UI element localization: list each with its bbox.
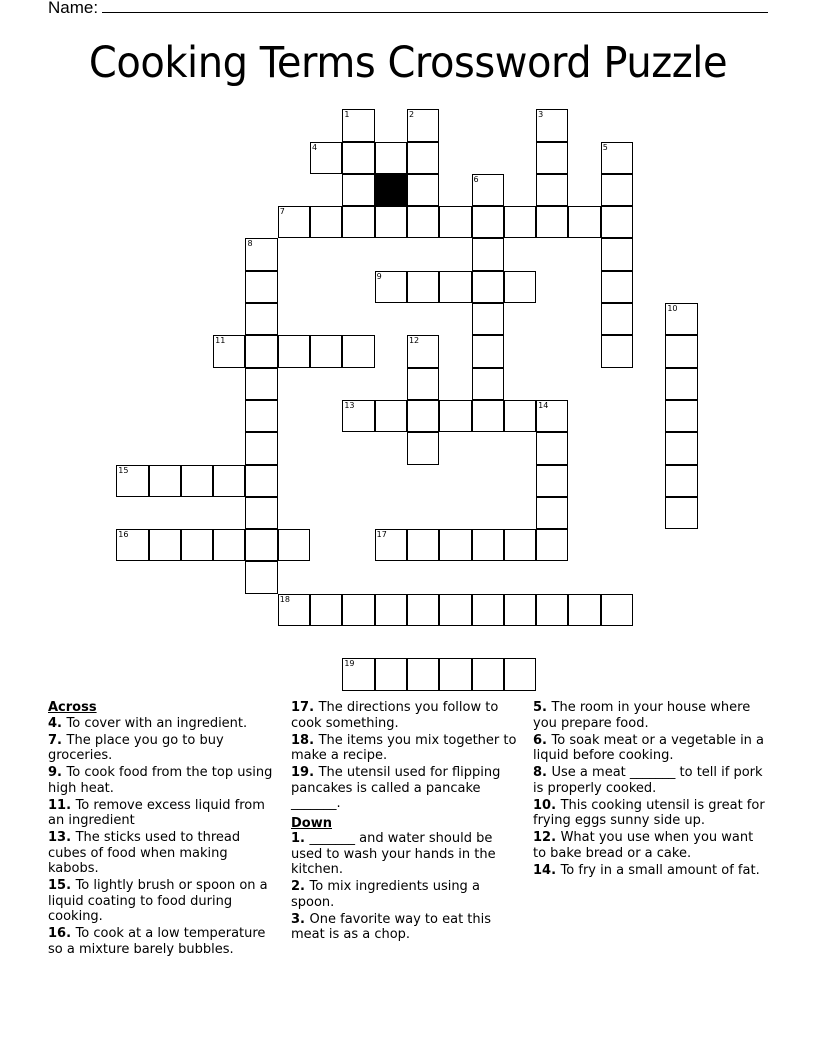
clue-number: 6: [473, 174, 479, 184]
grid-cell[interactable]: [375, 142, 407, 174]
grid-cell[interactable]: [504, 206, 536, 238]
grid-cell[interactable]: [278, 206, 310, 238]
clue-text: To remove excess liquid from an ingredient: [48, 797, 265, 828]
clue-text: To soak meat or a vegetable in a liquid before cooking.: [533, 732, 765, 763]
clue-number: 1.: [291, 831, 310, 846]
grid-cell[interactable]: [278, 529, 310, 561]
grid-cell[interactable]: [601, 238, 633, 270]
grid-cell[interactable]: [342, 335, 374, 367]
clue-number: 18.: [291, 732, 319, 748]
clue-number: 8: [247, 239, 253, 249]
grid-cell[interactable]: [504, 529, 536, 561]
grid-cell[interactable]: [665, 368, 697, 400]
grid-cell[interactable]: [536, 109, 568, 141]
grid-cell[interactable]: [245, 303, 277, 335]
clues-column-3: [533, 700, 765, 880]
name-blank-line[interactable]: [102, 0, 768, 13]
grid-cell[interactable]: [407, 174, 439, 206]
grid-cell[interactable]: [407, 335, 439, 367]
clue-item: [291, 879, 523, 910]
grid-cell[interactable]: [245, 465, 277, 497]
black-cell: [375, 174, 407, 206]
grid-cell[interactable]: [536, 594, 568, 626]
grid-cell[interactable]: [375, 400, 407, 432]
grid-cell[interactable]: [504, 658, 536, 690]
grid-cell[interactable]: [342, 206, 374, 238]
clue-number: 6.: [533, 732, 552, 748]
clue-number: 1: [344, 110, 350, 120]
name-field[interactable]: [48, 0, 768, 18]
grid-cell[interactable]: [472, 271, 504, 303]
grid-cell[interactable]: [536, 432, 568, 464]
clue-item: [48, 765, 280, 796]
page-title: Cooking Terms Crossword Puzzle: [88, 38, 728, 88]
clue-number: 4: [312, 142, 318, 152]
clue-text: _______ and water should be used to wash your hands in the kitchen.: [291, 831, 496, 877]
clue-text: Use a meat _______ to tell if pork is properly cooked.: [533, 765, 763, 796]
grid-cell[interactable]: [342, 174, 374, 206]
grid-cell[interactable]: [665, 303, 697, 335]
clue-number: 7: [279, 207, 285, 217]
grid-cell[interactable]: [245, 271, 277, 303]
clue-item: [291, 700, 523, 731]
clue-number: 3: [538, 110, 544, 120]
clue-number: 11: [215, 336, 226, 346]
clue-number: 19.: [291, 765, 319, 780]
grid-cell[interactable]: [245, 497, 277, 529]
grid-cell[interactable]: [407, 142, 439, 174]
grid-cell[interactable]: [342, 142, 374, 174]
clue-number: 12.: [533, 830, 561, 845]
grid-cell[interactable]: [245, 335, 277, 367]
grid-cell[interactable]: [536, 206, 568, 238]
grid-cell[interactable]: [665, 400, 697, 432]
clue-text: To cook food from the top using high heat.: [48, 765, 273, 796]
grid-cell[interactable]: [472, 238, 504, 270]
grid-cell[interactable]: [149, 529, 181, 561]
grid-cell[interactable]: [116, 529, 148, 561]
grid-cell[interactable]: [310, 335, 342, 367]
grid-cell[interactable]: [472, 400, 504, 432]
grid-cell[interactable]: [342, 400, 374, 432]
grid-cell[interactable]: [375, 206, 407, 238]
clue-number: 3.: [291, 911, 310, 927]
grid-cell[interactable]: [375, 594, 407, 626]
clue-item: [291, 912, 523, 943]
clue-text: To lightly brush or spoon on a liquid coating to food during cooking.: [48, 878, 268, 924]
clue-number: 5.: [533, 700, 552, 715]
clue-item: [533, 700, 765, 731]
clue-item: [48, 733, 280, 764]
grid-cell[interactable]: [439, 400, 471, 432]
grid-cell[interactable]: [504, 400, 536, 432]
grid-cell[interactable]: [601, 335, 633, 367]
grid-cell[interactable]: [568, 206, 600, 238]
grid-cell[interactable]: [245, 238, 277, 270]
clue-text: One favorite way to eat this meat is as a chop.: [291, 911, 492, 942]
grid-cell[interactable]: [536, 465, 568, 497]
clue-item: [48, 830, 280, 877]
grid-cell[interactable]: [504, 271, 536, 303]
grid-cell[interactable]: [245, 529, 277, 561]
clue-number: 10.: [533, 797, 561, 813]
clue-item: [48, 878, 280, 925]
grid-cell[interactable]: [213, 465, 245, 497]
grid-cell[interactable]: [310, 594, 342, 626]
clue-number: 13: [344, 400, 355, 410]
grid-cell[interactable]: [149, 465, 181, 497]
clue-number: 16.: [48, 926, 76, 941]
grid-cell[interactable]: [601, 271, 633, 303]
grid-cell[interactable]: [407, 529, 439, 561]
grid-cell[interactable]: [407, 109, 439, 141]
clue-text: To fry in a small amount of fat.: [560, 862, 760, 878]
name-label: Name:: [48, 0, 99, 17]
grid-cell[interactable]: [472, 594, 504, 626]
clue-text: The directions you follow to cook something.: [291, 700, 499, 731]
clue-text: This cooking utensil is great for frying eggs sunny side up.: [533, 797, 765, 828]
clue-number: 2: [408, 110, 415, 120]
grid-cell[interactable]: [665, 465, 697, 497]
grid-cell[interactable]: [472, 206, 504, 238]
clue-item: [533, 733, 765, 764]
grid-cell[interactable]: [665, 335, 697, 367]
down-heading: Down: [291, 815, 332, 831]
grid-cell[interactable]: [407, 206, 439, 238]
grid-cell[interactable]: [375, 271, 407, 303]
grid-cell[interactable]: [278, 594, 310, 626]
grid-cell[interactable]: [601, 594, 633, 626]
grid-cell[interactable]: [375, 658, 407, 690]
clue-text: What you use when you want to bake bread or a cake.: [533, 830, 754, 861]
grid-cell[interactable]: [342, 658, 374, 690]
clue-item: [291, 733, 523, 764]
grid-cell[interactable]: [407, 432, 439, 464]
clue-item: [533, 830, 765, 861]
clue-text: The place you go to buy groceries.: [48, 732, 224, 763]
grid-cell[interactable]: [472, 658, 504, 690]
grid-cell[interactable]: [310, 206, 342, 238]
clue-text: The room in your house where you prepare food.: [533, 700, 751, 731]
grid-cell[interactable]: [407, 658, 439, 690]
clue-number: 19: [344, 659, 355, 669]
grid-cell[interactable]: [601, 174, 633, 206]
grid-cell[interactable]: [568, 594, 600, 626]
grid-cell[interactable]: [245, 400, 277, 432]
grid-cell[interactable]: [407, 368, 439, 400]
clues-column-1: [48, 700, 280, 959]
grid-cell[interactable]: [439, 594, 471, 626]
clue-item: [48, 798, 280, 829]
grid-cell[interactable]: [601, 206, 633, 238]
grid-cell[interactable]: [407, 400, 439, 432]
clue-number: 8.: [533, 765, 552, 780]
grid-cell[interactable]: [213, 529, 245, 561]
grid-cell[interactable]: [536, 497, 568, 529]
grid-cell[interactable]: [536, 400, 568, 432]
across-clues-part2: [291, 700, 523, 812]
clue-text: To cover with an ingredient.: [66, 715, 248, 731]
grid-cell[interactable]: [116, 465, 148, 497]
clue-number: 14.: [533, 862, 561, 878]
clue-item: [291, 831, 523, 878]
grid-cell[interactable]: [665, 432, 697, 464]
clue-number: 10: [667, 304, 678, 314]
clue-number: 9: [376, 271, 382, 281]
grid-cell[interactable]: [407, 271, 439, 303]
grid-cell[interactable]: [439, 658, 471, 690]
clue-number: 5: [602, 142, 608, 152]
grid-cell[interactable]: [375, 529, 407, 561]
clue-text: To mix ingredients using a spoon.: [291, 879, 480, 910]
grid-cell[interactable]: [439, 529, 471, 561]
grid-cell[interactable]: [472, 335, 504, 367]
clues-column-2: [291, 700, 523, 944]
grid-cell[interactable]: [472, 368, 504, 400]
grid-cell[interactable]: [342, 594, 374, 626]
clue-item: [533, 765, 765, 796]
grid-cell[interactable]: [472, 303, 504, 335]
across-heading: Across: [48, 700, 97, 715]
clue-item: [533, 798, 765, 829]
grid-cell[interactable]: [245, 368, 277, 400]
grid-cell[interactable]: [536, 142, 568, 174]
grid-cell[interactable]: [472, 174, 504, 206]
clue-text: The utensil used for flipping pancakes is called a pancake _______.: [291, 765, 501, 811]
clue-number: 15: [118, 465, 129, 475]
clue-text: To cook at a low temperature so a mixture barely bubbles.: [48, 926, 266, 957]
clue-item: [48, 716, 280, 732]
clue-number: 11.: [48, 797, 76, 813]
grid-cell[interactable]: [601, 142, 633, 174]
clue-number: 7.: [48, 732, 67, 748]
clue-number: 15.: [48, 878, 76, 893]
grid-cell[interactable]: [245, 432, 277, 464]
grid-cell[interactable]: [472, 529, 504, 561]
grid-cell[interactable]: [181, 465, 213, 497]
clue-number: 2.: [291, 879, 310, 894]
grid-cell[interactable]: [310, 142, 342, 174]
grid-cell[interactable]: [439, 206, 471, 238]
grid-cell[interactable]: [407, 594, 439, 626]
clue-number: 17.: [291, 700, 319, 715]
clue-item: [291, 765, 523, 812]
grid-cell[interactable]: [342, 109, 374, 141]
clue-number: 14: [538, 400, 549, 410]
clue-number: 4.: [48, 715, 67, 731]
down-clues-part1: [291, 831, 523, 943]
clue-number: 16: [118, 530, 129, 540]
grid-cell[interactable]: [439, 271, 471, 303]
grid-cell[interactable]: [601, 303, 633, 335]
grid-cell[interactable]: [181, 529, 213, 561]
grid-cell[interactable]: [278, 335, 310, 367]
clue-number: 9.: [48, 765, 67, 780]
clue-text: The items you mix together to make a recipe.: [291, 732, 517, 763]
across-clues-part1: [48, 716, 280, 958]
grid-cell[interactable]: [536, 529, 568, 561]
grid-cell[interactable]: [213, 335, 245, 367]
grid-cell[interactable]: [536, 174, 568, 206]
clue-text: The sticks used to thread cubes of food when making kabobs.: [48, 830, 241, 876]
grid-cell[interactable]: [665, 497, 697, 529]
clue-number: 17: [376, 530, 387, 540]
clue-item: [533, 863, 765, 879]
clue-item: [48, 926, 280, 957]
down-clues-part2: [533, 700, 765, 878]
grid-cell[interactable]: [504, 594, 536, 626]
clue-number: 18: [279, 594, 290, 604]
grid-cell[interactable]: [245, 561, 277, 593]
clue-number: 12: [408, 336, 420, 346]
clue-number: 13.: [48, 830, 76, 845]
